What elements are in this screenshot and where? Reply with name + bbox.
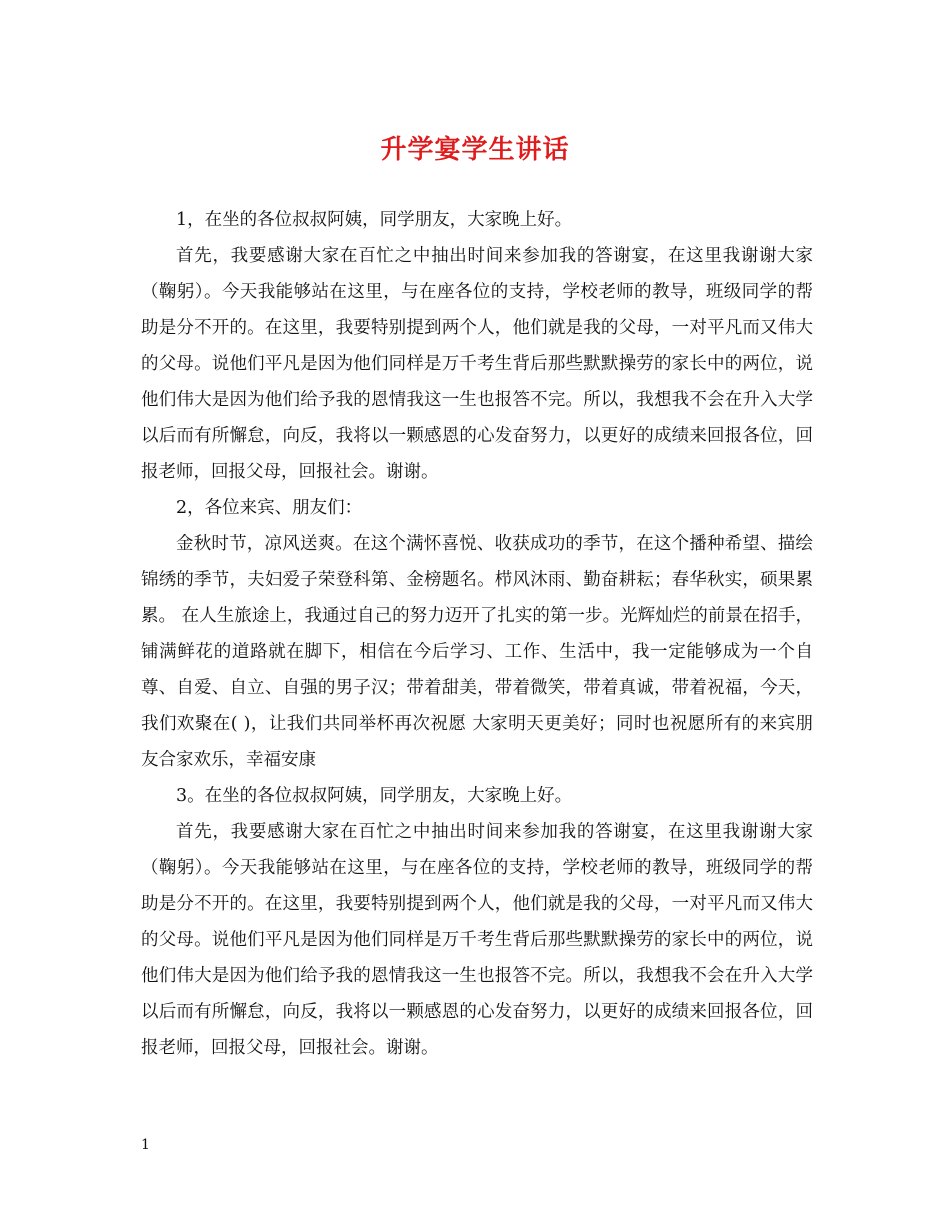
paragraph-5: 3。在坐的各位叔叔阿姨，同学朋友，大家晚上好。	[176, 786, 573, 806]
paragraph-2: 首先，我要感谢大家在百忙之中抽出时间来参加我的答谢宴，在这里我谢谢大家（鞠躬）。今天我能够站在这里，与在座各位的支持，学校老师的教导，班级同学的帮助是分不开的。在这里，我要特别提到两个人，他们就是我的父母，一对平凡而又伟大的父母。说他们平凡是因为他们同样是万千考生背后那些默默操劳的家长中的两位，说他们伟大是因为他们给予我的恩情我这一生也报答不完。所以，我想我不会在升入大学以后而有所懈怠，向反，我将以一颗感恩的心发奋努力，以更好的成绩来回报各位，回报老师，回报父母，回报社会。谢谢。	[141, 246, 813, 482]
paragraph-6: 首先，我要感谢大家在百忙之中抽出时间来参加我的答谢宴，在这里我谢谢大家（鞠躬）。今天我能够站在这里，与在座各位的支持，学校老师的教导，班级同学的帮助是分不开的。在这里，我要特别提到两个人，他们就是我的父母，一对平凡而又伟大的父母。说他们平凡是因为他们同样是万千考生背后那些默默操劳的家长中的两位，说他们伟大是因为他们给予我的恩情我这一生也报答不完。所以，我想我不会在升入大学以后而有所懈怠，向反，我将以一颗感恩的心发奋努力，以更好的成绩来回报各位，回报老师，回报父母，回报社会。谢谢。	[141, 822, 813, 1058]
paragraph-1: 1，在坐的各位叔叔阿姨，同学朋友，大家晚上好。	[176, 210, 573, 230]
paragraph-4: 金秋时节，凉风送爽。在这个满怀喜悦、收获成功的季节，在这个播种希望、描绘锦绣的季节，夫妇爱子荣登科第、金榜题名。栉风沐雨、勤奋耕耘；春华秋实，硕果累累。 在人生旅途上，我通过自己的努力迈开了扎实的第一步。光辉灿烂的前景在招手，铺满鲜花的道路就在脚下，相信在今后学习、工作、生活中，我一定能够成为一个自尊、自爱、自立、自强的男子汉；带着甜美，带着微笑，带着真诚，带着祝福，今天，我们欢聚在( )，让我们共同举杯再次祝愿 大家明天更美好；同时也祝愿所有的来宾朋友合家欢乐，幸福安康	[141, 534, 813, 770]
page-number: 1	[141, 1137, 150, 1153]
document-title: 升学宴学生讲话	[380, 135, 570, 165]
paragraph-3: 2，各位来宾、朋友们：	[176, 498, 363, 518]
document-body	[141, 202, 813, 1066]
